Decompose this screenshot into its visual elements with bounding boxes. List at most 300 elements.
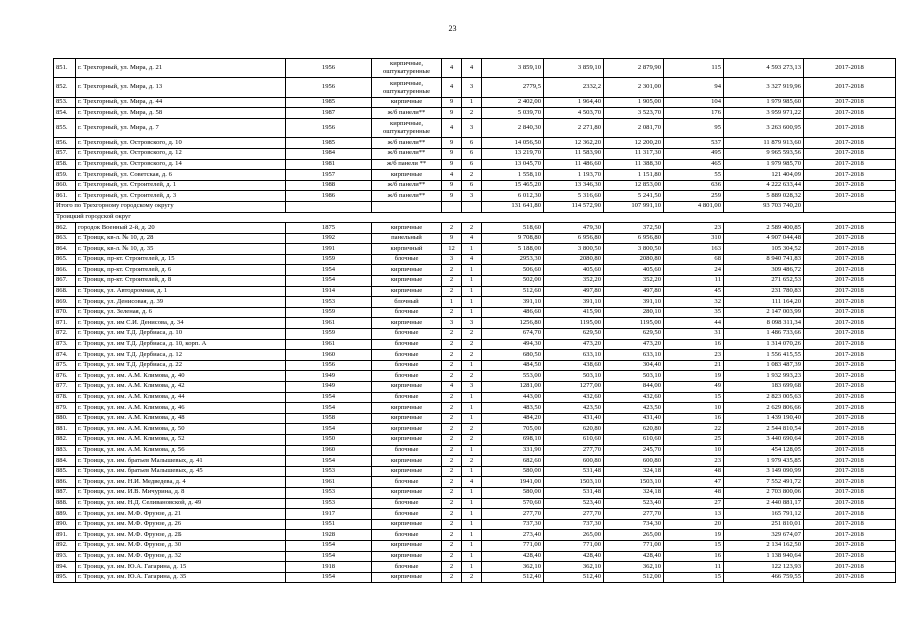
wall-material-cell: блочные — [372, 339, 442, 350]
table-row — [54, 392, 896, 403]
row-number: 855. — [54, 118, 76, 137]
year-cell: 1958 — [286, 413, 372, 424]
table-row — [54, 487, 896, 498]
address-cell: г. Троицк, ул. им Т.Д. Дербиаса, д. 10 — [76, 329, 286, 340]
residents-cell: 45 — [664, 286, 724, 297]
wall-material-cell: кирпичные — [372, 487, 442, 498]
wall-material-cell: блочные — [372, 445, 442, 456]
residential-area-cell: 1503,10 — [604, 477, 664, 488]
residential-area-cell: 277,70 — [604, 509, 664, 520]
table-row — [54, 572, 896, 583]
row-number: 890. — [54, 519, 76, 530]
floors-cell: 9 — [442, 97, 462, 108]
residential-area-cell: 633,10 — [604, 350, 664, 361]
wall-material-cell: кирпичные — [372, 466, 442, 477]
table-row — [54, 403, 896, 414]
residential-area-cell: 11 388,30 — [604, 159, 664, 170]
floors-cell: 2 — [442, 307, 462, 318]
wall-material-cell: кирпичные — [372, 265, 442, 276]
row-number: 884. — [54, 456, 76, 467]
address-cell: г. Троицк, кв-л. № 10, д. 35 — [76, 244, 286, 255]
living-area-cell: 610,60 — [544, 434, 604, 445]
table-row — [54, 434, 896, 445]
period-cell: 2017-2018 — [804, 466, 896, 477]
total-area-cell: 486,60 — [482, 307, 544, 318]
entrances-cell: 2 — [462, 456, 482, 467]
period-cell: 2017-2018 — [804, 244, 896, 255]
table-row — [54, 265, 896, 276]
residents-cell: 22 — [664, 424, 724, 435]
living-area-cell: 629,50 — [544, 329, 604, 340]
address-cell: г. Трехгорный, ул. Островского, д. 10 — [76, 138, 286, 149]
living-area-cell: 432,60 — [544, 392, 604, 403]
wall-material-cell: кирпичные — [372, 434, 442, 445]
repair-cost-cell: 1 083 487,39 — [724, 360, 804, 371]
entrances-cell: 1 — [462, 519, 482, 530]
floors-cell: 2 — [442, 509, 462, 520]
entrances-cell: 1 — [462, 466, 482, 477]
repair-cost-cell: 7 552 491,72 — [724, 477, 804, 488]
residents-cell: 16 — [664, 339, 724, 350]
table-row — [54, 59, 896, 78]
entrances-cell: 1 — [462, 509, 482, 520]
residents-cell: 15 — [664, 540, 724, 551]
residential-area-cell: 432,60 — [604, 392, 664, 403]
address-cell: г. Троицк, ул. им. А.М. Климова, д. 46 — [76, 403, 286, 414]
table-row — [54, 318, 896, 329]
floors-cell: 2 — [442, 434, 462, 445]
residents-cell: 68 — [664, 254, 724, 265]
total-area-cell: 2953,30 — [482, 254, 544, 265]
year-cell: 1991 — [286, 244, 372, 255]
row-number: 892. — [54, 540, 76, 551]
table-row — [54, 244, 896, 255]
entrances-cell: 1 — [462, 487, 482, 498]
total-area-cell: 518,60 — [482, 223, 544, 234]
living-area-cell: 737,30 — [544, 519, 604, 530]
wall-material-cell: ж/б панели** — [372, 191, 442, 202]
living-area-cell: 1195,00 — [544, 318, 604, 329]
residents-cell: 19 — [664, 371, 724, 382]
period-cell: 2017-2018 — [804, 551, 896, 562]
period-cell: 2017-2018 — [804, 233, 896, 244]
entrances-cell: 1 — [462, 265, 482, 276]
wall-material-cell: блочные — [372, 254, 442, 265]
year-cell: 1960 — [286, 350, 372, 361]
period-cell: 2017-2018 — [804, 148, 896, 159]
repair-cost-cell: 4 593 273,13 — [724, 59, 804, 78]
wall-material-cell: блочные — [372, 350, 442, 361]
residential-area-cell: 431,40 — [604, 413, 664, 424]
year-cell: 1961 — [286, 477, 372, 488]
entrances-cell: 6 — [462, 159, 482, 170]
wall-material-cell: ж/б панели** — [372, 180, 442, 191]
entrances-cell: 3 — [462, 318, 482, 329]
row-number: 851. — [54, 59, 76, 78]
address-cell: г. Троицк, ул. им. Н.Д. Селивановской, д. 49 — [76, 498, 286, 509]
period-cell: 2017-2018 — [804, 434, 896, 445]
residents-cell: 35 — [664, 307, 724, 318]
repair-cost-cell: 1 979 985,70 — [724, 159, 804, 170]
wall-material-cell: панельный — [372, 233, 442, 244]
wall-material-cell: кирпичные — [372, 519, 442, 530]
residential-area-cell: 512,00 — [604, 572, 664, 583]
repair-cost-cell: 2 544 810,54 — [724, 424, 804, 435]
wall-material-cell: ж/б панели ** — [372, 159, 442, 170]
entrances-cell: 3 — [462, 118, 482, 137]
total-area-cell: 682,60 — [482, 456, 544, 467]
repair-cost-cell: 3 149 090,99 — [724, 466, 804, 477]
year-cell: 1951 — [286, 519, 372, 530]
residential-area-cell: 629,50 — [604, 329, 664, 340]
residents-cell: 16 — [664, 413, 724, 424]
wall-material-cell: кирпичные — [372, 540, 442, 551]
table-row — [54, 382, 896, 393]
year-cell: 1928 — [286, 530, 372, 541]
row-number: 868. — [54, 286, 76, 297]
residential-area-cell: 11 317,30 — [604, 148, 664, 159]
wall-material-cell: кирпичные — [372, 170, 442, 181]
residential-area-cell: 12 200,20 — [604, 138, 664, 149]
address-cell: г. Троицк, ул. им Т.Д. Дербиаса, д. 10, корп. А — [76, 339, 286, 350]
repair-cost-cell: 2 703 800,06 — [724, 487, 804, 498]
residential-area-cell: 610,60 — [604, 434, 664, 445]
living-area-cell: 2 271,80 — [544, 118, 604, 137]
address-cell: г. Трехгорный, ул. Строителей, д. 1 — [76, 180, 286, 191]
year-cell: 1961 — [286, 339, 372, 350]
total-area-cell: 13 045,70 — [482, 159, 544, 170]
period-cell: 2017-2018 — [804, 180, 896, 191]
entrances-cell: 1 — [462, 540, 482, 551]
row-number: 873. — [54, 339, 76, 350]
table-row — [54, 307, 896, 318]
address-cell: г. Трехгорный, ул. Мира, д. 7 — [76, 118, 286, 137]
living-area-cell: 11 486,60 — [544, 159, 604, 170]
total-area-cell: 391,10 — [482, 297, 544, 308]
wall-material-cell: блочный — [372, 297, 442, 308]
total-area-cell: 3 859,10 — [482, 59, 544, 78]
wall-material-cell: блочные — [372, 392, 442, 403]
entrances-cell: 2 — [462, 371, 482, 382]
address-cell: г. Троицк, пр-кт. Строителей, д. 8 — [76, 276, 286, 287]
table-row — [54, 276, 896, 287]
period-cell: 2017-2018 — [804, 382, 896, 393]
year-cell: 1954 — [286, 551, 372, 562]
living-area-cell: 12 362,20 — [544, 138, 604, 149]
total-area-cell: 428,40 — [482, 551, 544, 562]
residents-cell: 259 — [664, 191, 724, 202]
table-row — [54, 223, 896, 234]
residents-cell: 13 — [664, 509, 724, 520]
living-area-cell: 391,10 — [544, 297, 604, 308]
row-number: 876. — [54, 371, 76, 382]
living-area-cell: 620,80 — [544, 424, 604, 435]
total-area-cell: 362,10 — [482, 562, 544, 573]
row-number: 882. — [54, 434, 76, 445]
repair-cost-cell: 231 780,83 — [724, 286, 804, 297]
year-cell: 1954 — [286, 392, 372, 403]
repair-cost-cell: 3 440 690,64 — [724, 434, 804, 445]
residential-area-cell: 265,00 — [604, 530, 664, 541]
repair-cost-cell: 2 629 806,66 — [724, 403, 804, 414]
address-cell: г. Троицк, ул. им. А.М. Климова, д. 50 — [76, 424, 286, 435]
total-area-cell: 771,00 — [482, 540, 544, 551]
housing-registry-table — [53, 58, 896, 583]
table-body-trekhgorny — [54, 59, 896, 202]
address-cell: г. Трехгорный, ул. Мира, д. 21 — [76, 59, 286, 78]
table-row — [54, 118, 896, 137]
residential-area-cell: 734,30 — [604, 519, 664, 530]
address-cell: г. Троицк, ул. им. М.Ф. Фрунзе, д. 21 — [76, 509, 286, 520]
wall-material-cell: кирпичные — [372, 424, 442, 435]
table-row — [54, 138, 896, 149]
residential-area-cell: 2 081,70 — [604, 118, 664, 137]
row-number: 861. — [54, 191, 76, 202]
total-area-cell: 1256,80 — [482, 318, 544, 329]
residential-area-cell: 5 241,50 — [604, 191, 664, 202]
year-cell: 1949 — [286, 371, 372, 382]
period-cell: 2017-2018 — [804, 318, 896, 329]
floors-cell: 2 — [442, 223, 462, 234]
entrances-cell: 2 — [462, 434, 482, 445]
residents-cell: 537 — [664, 138, 724, 149]
row-number: 894. — [54, 562, 76, 573]
living-area-cell: 11 583,90 — [544, 148, 604, 159]
section-title: Троицкий городской округ — [54, 212, 896, 223]
table-total-section — [54, 201, 896, 222]
wall-material-cell: кирпичные — [372, 413, 442, 424]
year-cell: 1917 — [286, 509, 372, 520]
residential-area-cell: 1195,00 — [604, 318, 664, 329]
living-area-cell: 428,40 — [544, 551, 604, 562]
page-number: 23 — [448, 24, 457, 33]
residential-area-cell: 2 301,00 — [604, 78, 664, 97]
year-cell: 1988 — [286, 180, 372, 191]
row-number: 887. — [54, 487, 76, 498]
address-cell: городок Военный 2-й, д. 20 — [76, 223, 286, 234]
repair-cost-cell: 2 823 005,63 — [724, 392, 804, 403]
total-area-cell: 705,00 — [482, 424, 544, 435]
table-row — [54, 78, 896, 97]
year-cell: 1953 — [286, 487, 372, 498]
floors-cell: 9 — [442, 148, 462, 159]
total-area-cell: 674,70 — [482, 329, 544, 340]
total-area-cell: 494,30 — [482, 339, 544, 350]
entrances-cell: 1 — [462, 403, 482, 414]
wall-material-cell: блочные — [372, 477, 442, 488]
year-cell: 1987 — [286, 108, 372, 119]
wall-material-cell: кирпичные — [372, 286, 442, 297]
entrances-cell: 1 — [462, 360, 482, 371]
year-cell: 1954 — [286, 456, 372, 467]
total-area-cell: 15 465,20 — [482, 180, 544, 191]
row-number: 860. — [54, 180, 76, 191]
table-body-troitsk — [54, 223, 896, 583]
address-cell: г. Трехгорный, ул. Строителей, д. 3 — [76, 191, 286, 202]
entrances-cell: 1 — [462, 551, 482, 562]
entrances-cell: 2 — [462, 170, 482, 181]
total-area-cell: 273,40 — [482, 530, 544, 541]
table-row — [54, 413, 896, 424]
row-number: 874. — [54, 350, 76, 361]
floors-cell: 2 — [442, 530, 462, 541]
period-cell: 2017-2018 — [804, 265, 896, 276]
row-number: 859. — [54, 170, 76, 181]
entrances-cell: 2 — [462, 339, 482, 350]
residential-area-cell: 372,50 — [604, 223, 664, 234]
residents-cell: 10 — [664, 445, 724, 456]
floors-cell: 4 — [442, 170, 462, 181]
total-area-cell: 443,00 — [482, 392, 544, 403]
total-area-cell: 506,60 — [482, 265, 544, 276]
wall-material-cell: кирпичные — [372, 276, 442, 287]
table-row — [54, 108, 896, 119]
table-row — [54, 170, 896, 181]
row-number: 872. — [54, 329, 76, 340]
row-number: 853. — [54, 97, 76, 108]
wall-material-cell: блочные — [372, 307, 442, 318]
wall-material-cell: кирпичный — [372, 244, 442, 255]
row-number: 867. — [54, 276, 76, 287]
residential-area-cell: 1 151,80 — [604, 170, 664, 181]
residential-area-cell: 3 523,70 — [604, 108, 664, 119]
period-cell: 2017-2018 — [804, 477, 896, 488]
year-cell: 1956 — [286, 118, 372, 137]
row-number: 856. — [54, 138, 76, 149]
row-number: 857. — [54, 148, 76, 159]
wall-material-cell: кирпичные — [372, 223, 442, 234]
residential-area-cell: 428,40 — [604, 551, 664, 562]
total-area-cell: 512,60 — [482, 286, 544, 297]
table-row — [54, 159, 896, 170]
residential-area-cell: 497,80 — [604, 286, 664, 297]
year-cell: 1950 — [286, 434, 372, 445]
residents-cell: 465 — [664, 159, 724, 170]
row-number: 891. — [54, 530, 76, 541]
address-cell: г. Трехгорный, ул. Советская, д. 6 — [76, 170, 286, 181]
table-row — [54, 286, 896, 297]
row-number: 889. — [54, 509, 76, 520]
table-row — [54, 233, 896, 244]
repair-cost-cell: 1 486 733,66 — [724, 329, 804, 340]
repair-cost-cell: 466 759,55 — [724, 572, 804, 583]
total-area-cell: 13 219,70 — [482, 148, 544, 159]
row-number: 875. — [54, 360, 76, 371]
floors-cell: 2 — [442, 360, 462, 371]
period-cell: 2017-2018 — [804, 360, 896, 371]
living-area-cell: 352,20 — [544, 276, 604, 287]
period-cell: 2017-2018 — [804, 498, 896, 509]
table-row — [54, 148, 896, 159]
row-number: 858. — [54, 159, 76, 170]
residents-cell: 16 — [664, 551, 724, 562]
residents-cell: 104 — [664, 97, 724, 108]
row-number: 852. — [54, 78, 76, 97]
floors-cell: 3 — [442, 318, 462, 329]
address-cell: г. Трехгорный, ул. Мира, д. 13 — [76, 78, 286, 97]
floors-cell: 9 — [442, 180, 462, 191]
table-row — [54, 456, 896, 467]
period-cell: 2017-2018 — [804, 138, 896, 149]
entrances-cell: 2 — [462, 108, 482, 119]
address-cell: г. Троицк, ул. им. М.Ф. Фрунзе, д. 26 — [76, 519, 286, 530]
table-row — [54, 371, 896, 382]
floors-cell: 2 — [442, 466, 462, 477]
living-area-cell: 2332,2 — [544, 78, 604, 97]
period-cell: 2017-2018 — [804, 159, 896, 170]
living-area-cell: 277,70 — [544, 509, 604, 520]
row-number: 862. — [54, 223, 76, 234]
year-cell: 1953 — [286, 466, 372, 477]
entrances-cell: 4 — [462, 254, 482, 265]
row-number: 871. — [54, 318, 76, 329]
floors-cell: 2 — [442, 339, 462, 350]
living-area-cell: 438,60 — [544, 360, 604, 371]
repair-cost-cell: 122 123,93 — [724, 562, 804, 573]
period-cell: 2017-2018 — [804, 572, 896, 583]
total-cost: 93 703 740,20 — [724, 201, 804, 212]
section-header-row — [54, 212, 896, 223]
entrances-cell: 1 — [462, 562, 482, 573]
repair-cost-cell: 1 138 940,64 — [724, 551, 804, 562]
period-cell: 2017-2018 — [804, 403, 896, 414]
living-area-cell: 523,40 — [544, 498, 604, 509]
entrances-cell: 6 — [462, 148, 482, 159]
residential-area-cell: 245,70 — [604, 445, 664, 456]
residential-area-cell: 600,80 — [604, 456, 664, 467]
address-cell: г. Троицк, ул. им. Ю.А. Гагарина, д. 35 — [76, 572, 286, 583]
residents-cell: 23 — [664, 456, 724, 467]
floors-cell: 9 — [442, 138, 462, 149]
total-area-cell: 5 039,70 — [482, 108, 544, 119]
floors-cell: 9 — [442, 159, 462, 170]
living-area-cell: 415,90 — [544, 307, 604, 318]
table-row — [54, 180, 896, 191]
total-area-c: 107 991,10 — [604, 201, 664, 212]
table-row — [54, 477, 896, 488]
floors-cell: 2 — [442, 392, 462, 403]
period-cell: 2017-2018 — [804, 307, 896, 318]
residents-cell: 48 — [664, 487, 724, 498]
entrances-cell: 2 — [462, 329, 482, 340]
residential-area-cell: 304,40 — [604, 360, 664, 371]
wall-material-cell: кирпичные — [372, 456, 442, 467]
residents-cell: 47 — [664, 477, 724, 488]
living-area-cell: 423,50 — [544, 403, 604, 414]
table-row — [54, 530, 896, 541]
living-area-cell: 1 193,70 — [544, 170, 604, 181]
total-area-cell: 14 056,50 — [482, 138, 544, 149]
total-area-cell: 483,50 — [482, 403, 544, 414]
repair-cost-cell: 3 959 971,22 — [724, 108, 804, 119]
repair-cost-cell: 121 404,09 — [724, 170, 804, 181]
total-area-cell: 570,60 — [482, 498, 544, 509]
residents-cell: 176 — [664, 108, 724, 119]
floors-cell: 2 — [442, 424, 462, 435]
table-row — [54, 329, 896, 340]
year-cell: 1949 — [286, 382, 372, 393]
floors-cell: 2 — [442, 487, 462, 498]
repair-cost-cell: 2 440 881,17 — [724, 498, 804, 509]
year-cell: 1954 — [286, 540, 372, 551]
floors-cell: 2 — [442, 498, 462, 509]
wall-material-cell: блочные — [372, 371, 442, 382]
residents-cell: 49 — [664, 382, 724, 393]
total-area-cell: 680,50 — [482, 350, 544, 361]
year-cell: 1986 — [286, 191, 372, 202]
residents-cell: 11 — [664, 562, 724, 573]
year-cell: 1953 — [286, 297, 372, 308]
